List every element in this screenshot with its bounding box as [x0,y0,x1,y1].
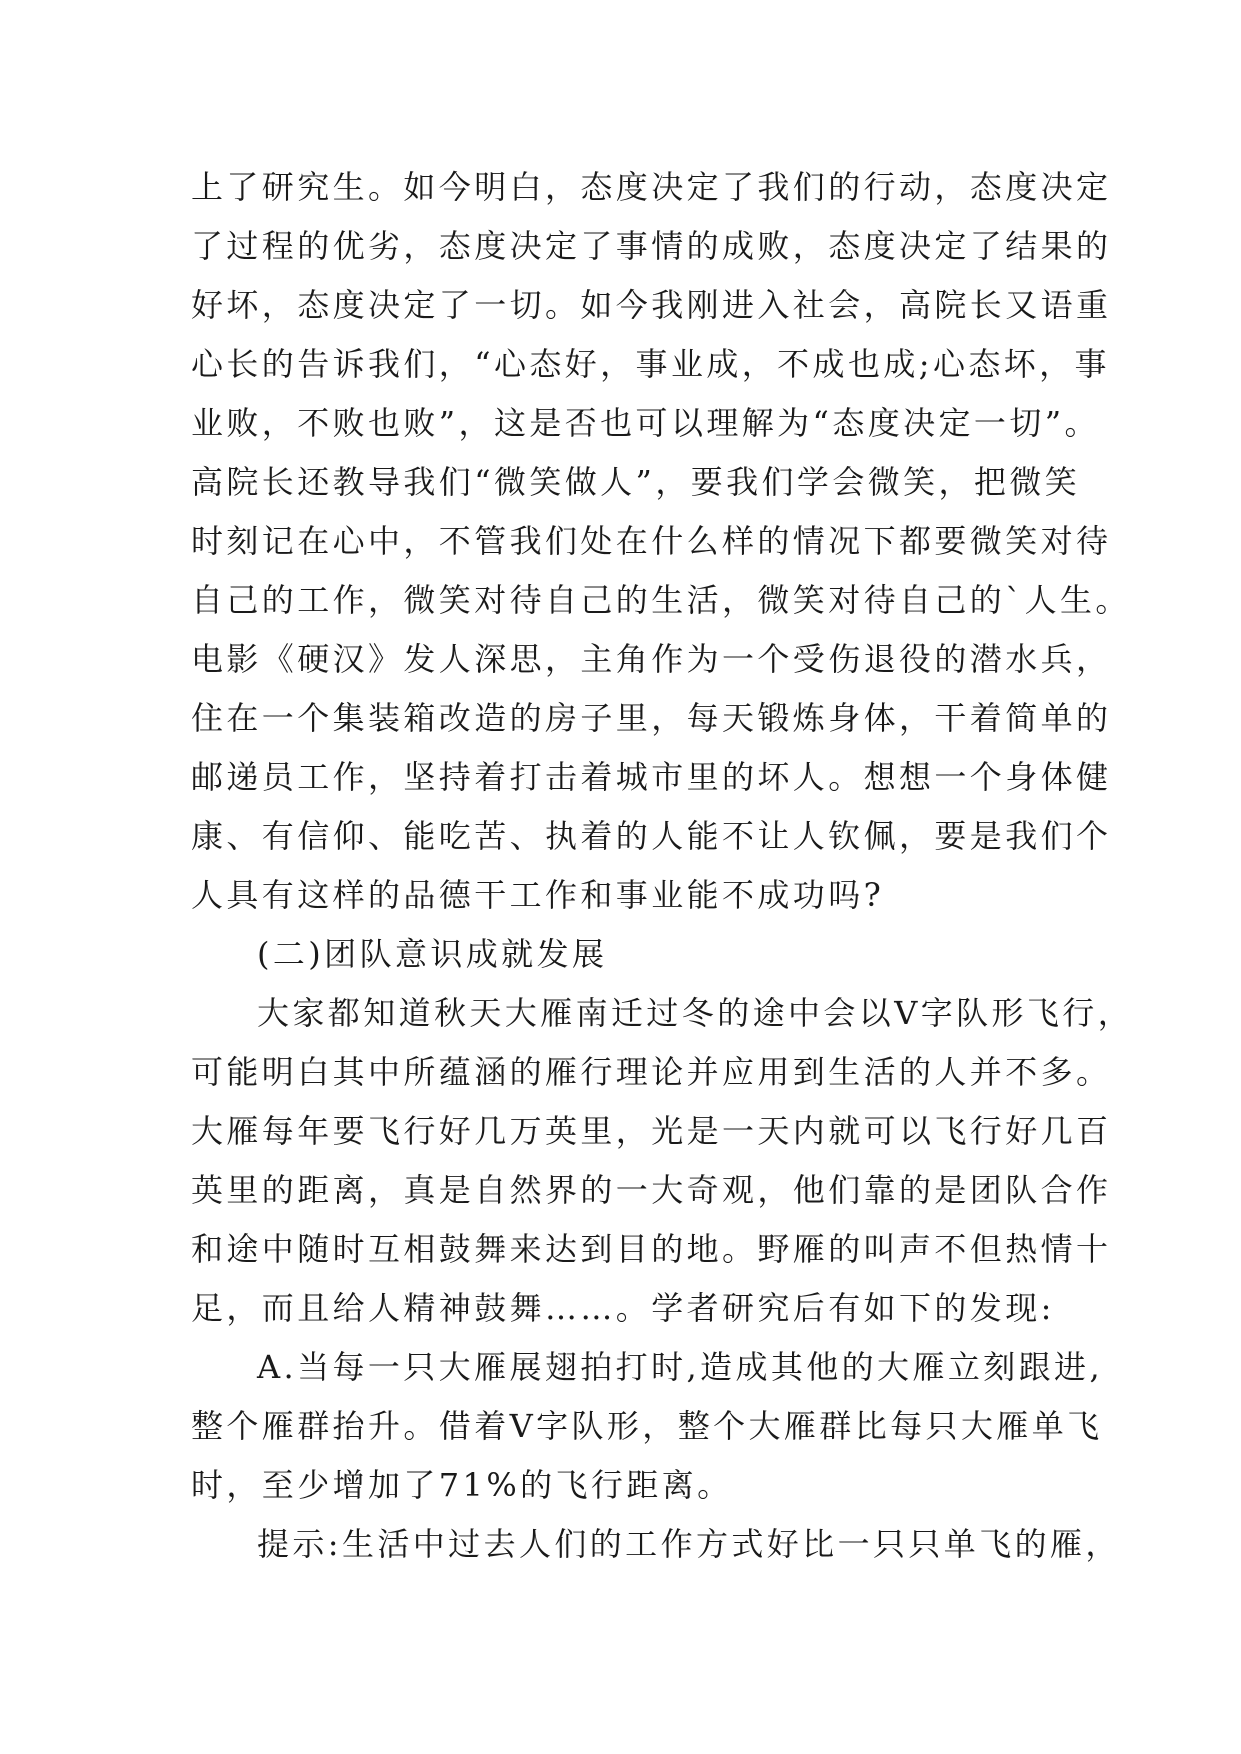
text-line: 好坏，态度决定了一切。如今我刚进入社会，高院长又语重 [191,286,1112,324]
section-heading: (二)团队意识成就发展 [257,935,608,973]
document-body [191,158,1134,1574]
text-line: 自己的工作，微笑对待自己的生活，微笑对待自己的`人生。 [191,581,1131,619]
text-line: 大家都知道秋天大雁南迁过冬的途中会以V字队形飞行， [257,994,1134,1032]
text-line: 英里的距离，真是自然界的一大奇观，他们靠的是团队合作 [191,1171,1112,1209]
text-line: 电影《硬汉》发人深思，主角作为一个受伤退役的潜水兵， [191,640,1112,678]
text-line: 康、有信仰、能吃苦、执着的人能不让人钦佩，要是我们个 [191,817,1112,855]
text-line: 可能明白其中所蕴涵的雁行理论并应用到生活的人并不多。 [191,1053,1112,1091]
text-line: 和途中随时互相鼓舞来达到目的地。野雁的叫声不但热情十 [191,1230,1112,1268]
text-line: 高院长还教导我们“微笑做人”，要我们学会微笑，把微笑 [191,463,1081,501]
text-line: 心长的告诉我们，“心态好，事业成，不成也成;心态坏，事 [191,345,1110,383]
text-line: A.当每一只大雁展翅拍打时,造成其他的大雁立刻跟进, [257,1348,1104,1386]
text-line: 住在一个集装箱改造的房子里，每天锻炼身体，干着简单的 [191,699,1112,737]
text-line: 时，至少增加了71%的飞行距离。 [191,1466,733,1504]
text-line: 邮递员工作，坚持着打击着城市里的坏人。想想一个身体健 [191,758,1112,796]
text-line: 时刻记在心中，不管我们处在什么样的情况下都要微笑对待 [191,522,1112,560]
text-line: 上了研究生。如今明白，态度决定了我们的行动，态度决定 [191,168,1112,206]
text-line: 整个雁群抬升。借着V字队形，整个大雁群比每只大雁单飞 [191,1407,1103,1445]
text-line: 业败，不败也败”，这是否也可以理解为“态度决定一切”。 [191,404,1100,442]
text-line: 了过程的优劣，态度决定了事情的成败，态度决定了结果的 [191,227,1112,265]
text-line: 人具有这样的品德干工作和事业能不成功吗? [191,876,885,914]
text-line: 大雁每年要飞行好几万英里，光是一天内就可以飞行好几百 [191,1112,1112,1150]
text-line: 足，而且给人精神鼓舞……。学者研究后有如下的发现: [191,1289,1055,1327]
text-line: 提示:生活中过去人们的工作方式好比一只只单飞的雁， [257,1525,1121,1563]
